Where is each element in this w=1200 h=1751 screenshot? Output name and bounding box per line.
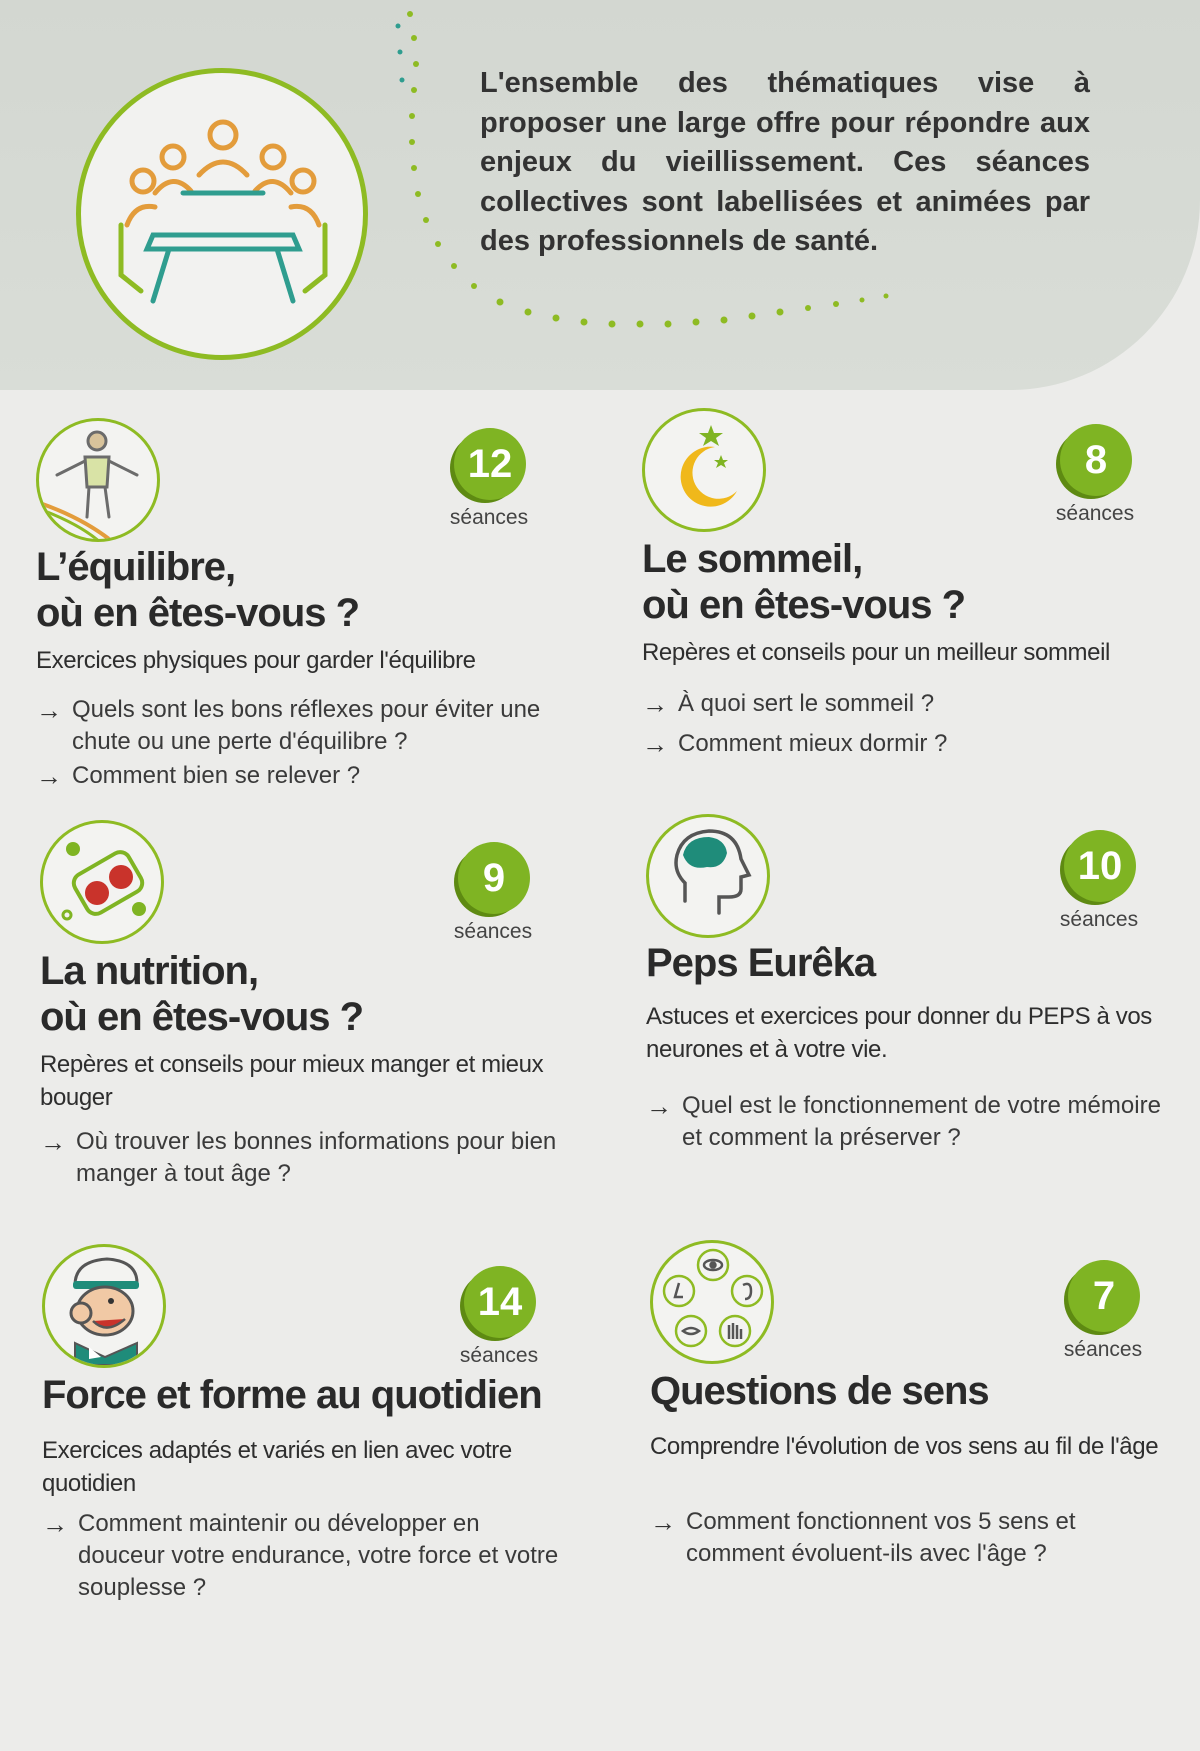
sessions-count: 7	[1068, 1260, 1140, 1332]
arrow-right-icon: →	[42, 1509, 68, 1539]
title-line-1: Le sommeil,	[642, 537, 863, 581]
arrow-right-icon: →	[650, 1507, 676, 1537]
card-subtitle: Astuces et exercices pour donner du PEPS à vos neurones et à votre vie.	[646, 1003, 1152, 1063]
sessions-count: 14	[464, 1266, 536, 1338]
sessions-label: séances	[453, 920, 533, 943]
sessions-badge-nutrition	[438, 842, 548, 942]
bullet-item	[40, 1126, 580, 1190]
icon-sommeil-circle	[642, 408, 766, 532]
title-line-1: L’équilibre,	[36, 545, 236, 589]
card-force-forme	[42, 1244, 602, 1644]
arrow-right-icon: →	[36, 761, 62, 791]
bullet-item	[36, 760, 576, 792]
bullet-item	[642, 688, 1182, 720]
cutting-board-icon	[43, 823, 161, 941]
card-nutrition	[40, 820, 600, 1220]
sessions-label: séances	[1055, 502, 1135, 525]
title-line-1: Questions de sens	[650, 1369, 989, 1413]
icon-force-circle	[42, 1244, 166, 1368]
card-peps-eureka	[646, 814, 1200, 1214]
sessions-label: séances	[449, 506, 529, 529]
icon-equilibre-circle	[36, 418, 160, 542]
sessions-badge-sommeil	[1040, 424, 1150, 524]
balance-person-icon	[39, 421, 157, 539]
card-sommeil	[642, 408, 1200, 808]
sessions-count: 12	[454, 428, 526, 500]
moon-star-icon	[645, 411, 763, 529]
card-title	[42, 1372, 602, 1418]
sessions-badge-force	[444, 1266, 554, 1366]
bullet-text: À quoi sert le sommeil ?	[678, 690, 935, 717]
card-title	[40, 948, 600, 1040]
icon-peps-circle	[646, 814, 770, 938]
bullet-text: Comment fonctionnent vos 5 sens et comment évoluent-ils avec l'âge ?	[686, 1508, 1076, 1567]
brain-head-icon	[649, 817, 767, 935]
meeting-table-icon	[113, 115, 333, 315]
bullet-item	[646, 1090, 1166, 1154]
arrow-right-icon: →	[642, 729, 668, 759]
arrow-right-icon: →	[36, 695, 62, 725]
sessions-label: séances	[1063, 1338, 1143, 1361]
sessions-label: séances	[459, 1344, 539, 1367]
bullet-item	[42, 1508, 572, 1604]
sessions-badge-sens	[1048, 1260, 1158, 1360]
icon-nutrition-circle	[40, 820, 164, 944]
bullet-text: Où trouver les bonnes informations pour bien manger à tout âge ?	[76, 1128, 557, 1187]
icon-sens-circle	[650, 1240, 774, 1364]
arrow-right-icon: →	[646, 1091, 672, 1121]
title-line-1: Peps Eurêka	[646, 941, 876, 985]
sessions-badge-equilibre	[434, 428, 544, 528]
card-subtitle: Exercices adaptés et variés en lien avec votre quotidien	[42, 1437, 512, 1497]
bullet-item	[642, 728, 1182, 760]
bullet-text: Comment mieux dormir ?	[678, 730, 948, 757]
sessions-count: 8	[1060, 424, 1132, 496]
card-subtitle: Repères et conseils pour mieux manger et mieux bouger	[40, 1051, 544, 1111]
title-line-1: La nutrition,	[40, 949, 259, 993]
bullet-text: Comment bien se relever ?	[72, 762, 361, 789]
card-title	[646, 940, 1200, 986]
card-title	[650, 1368, 1200, 1414]
intro-text: L'ensemble des thématiques vise à proposer une large offre pour répondre aux enjeux du vieillissement. Ces séances collectives sont labellisées et animées par des professionnels de santé.	[480, 67, 1090, 257]
intro-meeting-icon	[76, 68, 368, 360]
card-title	[36, 544, 596, 636]
sessions-label: séances	[1059, 908, 1139, 931]
bullet-item	[650, 1506, 1180, 1570]
sessions-count: 10	[1064, 830, 1136, 902]
bullet-text: Quel est le fonctionnement de votre mémoire et comment la préserver ?	[682, 1092, 1161, 1151]
card-title	[642, 536, 1200, 628]
arrow-right-icon: →	[40, 1127, 66, 1157]
card-equilibre	[36, 418, 596, 818]
five-senses-icon	[653, 1243, 771, 1361]
title-line-1: Force et forme au quotidien	[42, 1373, 542, 1417]
sessions-badge-peps	[1044, 830, 1154, 930]
arrow-right-icon: →	[642, 689, 668, 719]
sailor-icon	[45, 1247, 163, 1365]
sessions-count: 9	[458, 842, 530, 914]
card-questions-sens	[650, 1240, 1200, 1640]
bullet-item	[36, 694, 576, 758]
title-line-2: où en êtes-vous ?	[40, 995, 364, 1039]
card-subtitle: Exercices physiques pour garder l'équilibre	[36, 647, 476, 674]
bullet-text: Comment maintenir ou développer en douceur votre endurance, votre force et votre souplesse ?	[78, 1510, 559, 1601]
title-line-2: où en êtes-vous ?	[36, 591, 360, 635]
bullet-text: Quels sont les bons réflexes pour éviter une chute ou une perte d'équilibre ?	[72, 696, 541, 755]
card-subtitle: Comprendre l'évolution de vos sens au fil de l'âge	[650, 1433, 1159, 1460]
card-subtitle: Repères et conseils pour un meilleur sommeil	[642, 639, 1110, 666]
title-line-2: où en êtes-vous ?	[642, 583, 966, 627]
